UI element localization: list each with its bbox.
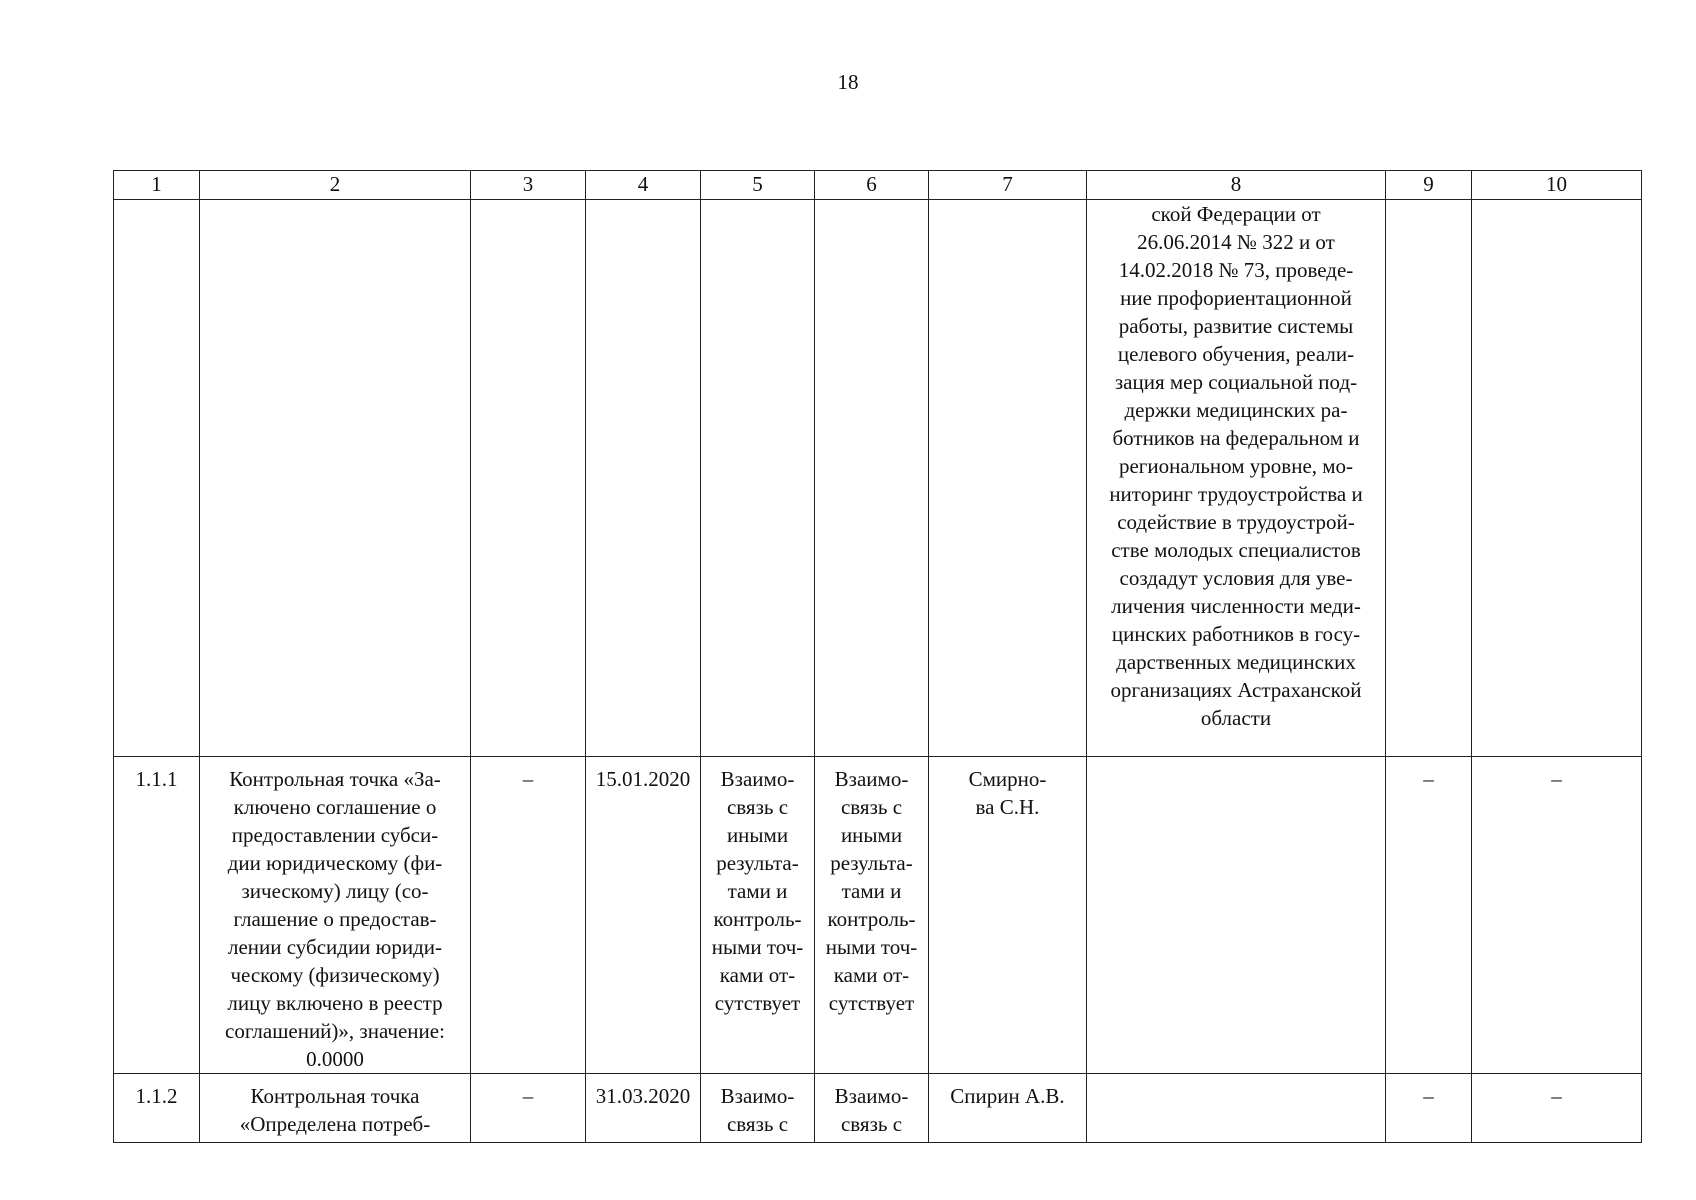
cell-date: 31.03.2020 (586, 1074, 701, 1143)
text-line: Взаимо- (720, 1084, 795, 1108)
cell-responsible (929, 1074, 1087, 1143)
cell-col8 (1087, 757, 1386, 1074)
cell-col9: – (1386, 1074, 1472, 1143)
cell-relation (815, 757, 929, 1074)
cell-empty (815, 200, 929, 757)
table-row-continuation (114, 200, 1642, 757)
column-number: 1 (114, 171, 200, 200)
cell-number: 1.1.2 (114, 1074, 200, 1143)
text-line: региональном уровне, мо- (1118, 454, 1354, 478)
text-line: ключено соглашение о (233, 795, 437, 819)
table-row (114, 757, 1642, 1074)
column-number: 9 (1386, 171, 1472, 200)
cell-checkpoint-name (200, 1074, 471, 1143)
column-number: 5 (701, 171, 815, 200)
cell-col3: – (471, 1074, 586, 1143)
column-number-row (114, 171, 1642, 200)
text-line: работы, развитие системы (1118, 314, 1354, 338)
text-line: ческому (физическому) (230, 963, 440, 987)
cell-col10: – (1472, 757, 1642, 1074)
cell-empty (1386, 200, 1472, 757)
text-line: зация мер социальной под- (1114, 370, 1358, 394)
text-line: связь с (840, 1112, 903, 1136)
column-number: 3 (471, 171, 586, 200)
cell-empty (929, 200, 1087, 757)
cell-empty (586, 200, 701, 757)
text-line: соглашений)», значение: (225, 1019, 445, 1043)
text-line: контроль- (827, 907, 916, 931)
text-line: лении субсидии юриди- (227, 935, 443, 959)
column-number: 10 (1472, 171, 1642, 200)
text-line: 0.0000 (306, 1047, 364, 1071)
cell-checkpoint-name (200, 757, 471, 1074)
text-line: Смирно- (968, 767, 1047, 791)
text-line: сутствует (714, 991, 801, 1015)
text-line: Взаимо- (720, 767, 795, 791)
text-line: целевого обучения, реали- (1117, 342, 1355, 366)
text-line: дарственных медицинских (1116, 650, 1356, 674)
text-line: ской Федерации от (1151, 202, 1321, 226)
text-line: ботников на федеральном и (1112, 426, 1360, 450)
text-line: дии юридическому (фи- (227, 851, 443, 875)
cell-relation (701, 757, 815, 1074)
cell-col8 (1087, 1074, 1386, 1143)
text-line: результа- (830, 851, 913, 875)
text-line: ниторинг трудоустройства и (1109, 482, 1363, 506)
column-number: 4 (586, 171, 701, 200)
text-line: результа- (716, 851, 799, 875)
cell-responsible (929, 757, 1087, 1074)
table-row (114, 1074, 1642, 1143)
cell-empty (701, 200, 815, 757)
text-line: Взаимо- (834, 1084, 909, 1108)
text-line: создадут условия для уве- (1119, 566, 1353, 590)
text-line: Спирин А.В. (950, 1084, 1065, 1108)
column-number: 6 (815, 171, 929, 200)
text-line: держки медицинских ра- (1124, 398, 1348, 422)
text-line: ние профориентационной (1120, 286, 1352, 310)
cell-empty (1472, 200, 1642, 757)
column-number: 7 (929, 171, 1087, 200)
text-line: ками от- (833, 963, 910, 987)
text-line: области (1200, 706, 1272, 730)
cell-number: 1.1.1 (114, 757, 200, 1074)
text-line: связь с (726, 1112, 789, 1136)
cell-empty (471, 200, 586, 757)
text-line: предоставлении субси- (231, 823, 439, 847)
text-line: личения численности меди- (1111, 594, 1361, 618)
text-line: глашение о предостав- (233, 907, 437, 931)
text-line: лицу включено в реестр (227, 991, 443, 1015)
page-number: 18 (837, 70, 859, 94)
text-line: ками от- (719, 963, 796, 987)
text-line: сутствует (828, 991, 915, 1015)
text-line: организациях Астраханской (1110, 678, 1362, 702)
plan-table (113, 170, 1642, 1143)
text-line: 14.02.2018 № 73, проведе- (1118, 258, 1354, 282)
cell-col10: – (1472, 1074, 1642, 1143)
text-line: Контрольная точка (250, 1084, 420, 1108)
cell-relation (701, 1074, 815, 1143)
cell-date: 15.01.2020 (586, 757, 701, 1074)
text-line: иными (840, 823, 903, 847)
text-line: контроль- (713, 907, 802, 931)
text-line: Взаимо- (834, 767, 909, 791)
cell-empty (114, 200, 200, 757)
text-line: иными (726, 823, 789, 847)
cell-relation (815, 1074, 929, 1143)
text-line: тами и (727, 879, 788, 903)
text-line: связь с (726, 795, 789, 819)
cell-col3: – (471, 757, 586, 1074)
text-line: «Определена потреб- (239, 1112, 431, 1136)
column-number: 2 (200, 171, 471, 200)
cell-result-description (1087, 200, 1386, 757)
text-line: Контрольная точка «За- (229, 767, 441, 791)
text-line: тами и (841, 879, 902, 903)
column-number: 8 (1087, 171, 1386, 200)
text-line: ва С.Н. (975, 795, 1040, 819)
cell-col9: – (1386, 757, 1472, 1074)
text-line: стве молодых специалистов (1111, 538, 1361, 562)
cell-empty (200, 200, 471, 757)
text-line: цинских работников в госу- (1111, 622, 1361, 646)
text-line: содействие в трудоустрой- (1117, 510, 1355, 534)
text-line: зическому) лицу (со- (241, 879, 429, 903)
text-line: ными точ- (825, 935, 918, 959)
text-line: ными точ- (711, 935, 804, 959)
text-line: 26.06.2014 № 322 и от (1137, 230, 1335, 254)
text-line: связь с (840, 795, 903, 819)
